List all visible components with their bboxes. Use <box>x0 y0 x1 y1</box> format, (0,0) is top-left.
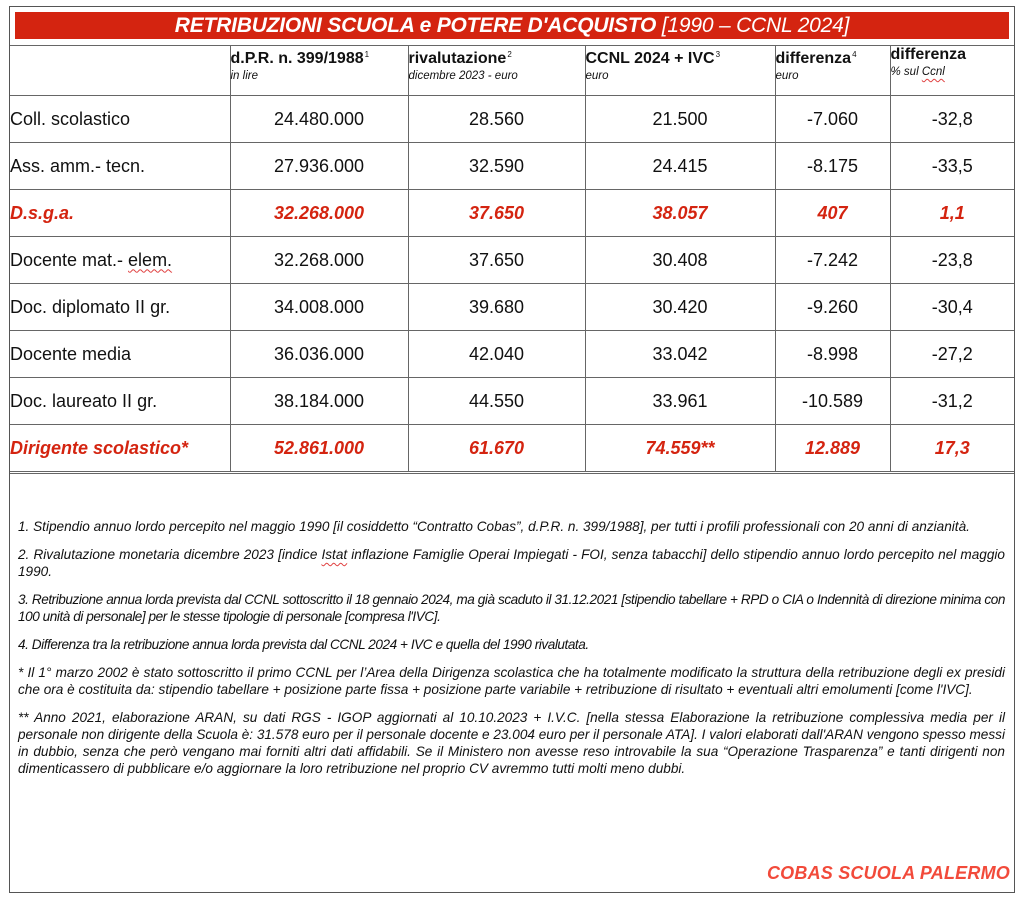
cell-ccnl-2024: 33.042 <box>585 331 775 378</box>
header-rivalutazione: rivalutazione$^2$ dicembre 2023 - euro <box>408 46 585 96</box>
footnote-ref-4: 4 <box>852 50 857 59</box>
row-profile: Ass. amm.- tecn. <box>10 143 230 190</box>
cell-diff-euro: -7.060 <box>775 96 890 143</box>
cell-diff-pct: -33,5 <box>890 143 1014 190</box>
footnote-ref-3: 3 <box>715 50 721 59</box>
cell-diff-pct: -30,4 <box>890 284 1014 331</box>
page-title <box>15 12 1009 39</box>
cell-rivalutazione: 44.550 <box>408 378 585 425</box>
cell-ccnl-2024: 38.057 <box>585 190 775 237</box>
title-period: [1990 – CCNL 2024] <box>661 14 850 37</box>
cell-lire-1990: 32.268.000 <box>230 237 408 284</box>
row-profile: Dirigente scolastico* <box>10 425 230 472</box>
table-row <box>10 96 1014 143</box>
footnote-2: 2. Rivalutazione monetaria dicembre 2023 [indice Istat inflazione Famiglie Operai Impiegati - FOI, senza tabacchi] dello stipendio annuo lordo percepito nel maggio 1990. <box>18 547 1005 579</box>
footnote-3: 3. Retribuzione annua lorda prevista dal CCNL sottoscritto il 18 gennaio 2024, ma già scaduto il 31.12.2021 [stipendio tabellare + RPD o CIA o Indennità di direzione minima con 100 unità di personale] per le stesse tipologie di personale [compresa l'IVC]. <box>18 592 1005 624</box>
footnote-4: 4. Differenza tra la retribuzione annua lorda prevista dal CCNL 2024 + IVC e quella del 1990 rivalutata. <box>18 637 589 652</box>
footnote-ref-1: 1 <box>364 50 370 59</box>
row-profile: Doc. laureato II gr. <box>10 378 230 425</box>
cell-diff-euro: 407 <box>775 190 890 237</box>
cell-ccnl-2024: 30.408 <box>585 237 775 284</box>
cell-rivalutazione: 32.590 <box>408 143 585 190</box>
table-row <box>10 284 1014 331</box>
cell-diff-euro: -10.589 <box>775 378 890 425</box>
cell-diff-euro: -7.242 <box>775 237 890 284</box>
table-row <box>10 378 1014 425</box>
salary-table <box>10 45 1014 472</box>
cell-lire-1990: 38.184.000 <box>230 378 408 425</box>
cell-diff-euro: -8.175 <box>775 143 890 190</box>
footnote-star: * Il 1° marzo 2002 è stato sottoscritto il primo CCNL per l’Area della Dirigenza scolastica che ha totalmente modificato la struttura della retribuzione degli ex presidi che ora è costituita da: stipendio tabellare + posizione parte fissa + posizione parte variabile + retribuzione di risultato + eventuali altri emolumenti [come l'IVC]. <box>18 665 1005 697</box>
footnotes <box>10 473 1014 892</box>
cell-diff-pct: -32,8 <box>890 96 1014 143</box>
footnote-double-star: ** Anno 2021, elaborazione ARAN, su dati RGS - IGOP aggiornati al 10.10.2023 + I.V.C. [nella stessa Elaborazione la retribuzione complessiva media per il personale non dirigente della Scuola è: 31.578 euro per il personale docente e 23.004 euro per il personale ATA]. I valori elaborati dall'ARAN vengono spesso messi in dubbio, senza che però vengano mai forniti altri dati affidabili. Se il Ministero non avesse reso introvabile la sua “Operazione Trasparenza” e tanti dirigenti non dimenticassero di pubblicare e/o aggiornare la loro retribuzione nel proprio CV avremmo tutti molti meno dubbi. <box>18 710 1005 776</box>
cell-rivalutazione: 39.680 <box>408 284 585 331</box>
header-profile <box>10 46 230 96</box>
header-dpr-1988: d.P.R. n. 399/1988$^1$ in lire <box>230 46 408 96</box>
document-sheet <box>9 6 1015 893</box>
cell-lire-1990: 24.480.000 <box>230 96 408 143</box>
cell-ccnl-2024: 74.559** <box>585 425 775 472</box>
row-profile: Docente mat.- elem. <box>10 237 230 284</box>
header-differenza-euro: differenza$^4$ euro <box>775 46 890 96</box>
cell-ccnl-2024: 30.420 <box>585 284 775 331</box>
row-profile: Docente media <box>10 331 230 378</box>
header-ccnl-2024: CCNL $2024 + IVC^3$ euro <box>585 46 775 96</box>
cell-diff-pct: 1,1 <box>890 190 1014 237</box>
cell-rivalutazione: 37.650 <box>408 190 585 237</box>
cell-diff-pct: -31,2 <box>890 378 1014 425</box>
cell-diff-pct: 17,3 <box>890 425 1014 472</box>
title-main: RETRIBUZIONI SCUOLA e POTERE D'ACQUISTO <box>174 14 662 37</box>
cell-lire-1990: 36.036.000 <box>230 331 408 378</box>
signature: COBAS SCUOLA PALERMO <box>766 863 1010 883</box>
footnote-ref-2: 2 <box>507 50 512 59</box>
table-row-highlighted <box>10 425 1014 472</box>
cell-ccnl-2024: 33.961 <box>585 378 775 425</box>
table-row-highlighted <box>10 190 1014 237</box>
cell-lire-1990: 52.861.000 <box>230 425 408 472</box>
cell-diff-euro: -8.998 <box>775 331 890 378</box>
cell-diff-euro: -9.260 <box>775 284 890 331</box>
cell-diff-pct: -27,2 <box>890 331 1014 378</box>
cell-rivalutazione: 42.040 <box>408 331 585 378</box>
header-differenza-pct: differenza % sul Ccnl <box>890 46 1014 96</box>
row-profile: D.s.g.a. <box>10 190 230 237</box>
table-row <box>10 237 1014 284</box>
footnote-1: 1. Stipendio annuo lordo percepito nel maggio 1990 [il cosiddetto “Contratto Cobas”, d.P.R. n. 399/1988], per tutti i profili professionali con 20 anni di anzianità. <box>18 519 970 534</box>
cell-lire-1990: 27.936.000 <box>230 143 408 190</box>
cell-rivalutazione: 37.650 <box>408 237 585 284</box>
cell-ccnl-2024: 24.415 <box>585 143 775 190</box>
cell-rivalutazione: 61.670 <box>408 425 585 472</box>
row-profile: Doc. diplomato II gr. <box>10 284 230 331</box>
table-header-row <box>10 46 1014 96</box>
cell-ccnl-2024: 21.500 <box>585 96 775 143</box>
cell-lire-1990: 34.008.000 <box>230 284 408 331</box>
table-row <box>10 143 1014 190</box>
row-profile: Coll. scolastico <box>10 96 230 143</box>
cell-lire-1990: 32.268.000 <box>230 190 408 237</box>
cell-diff-pct: -23,8 <box>890 237 1014 284</box>
table-row <box>10 331 1014 378</box>
cell-diff-euro: 12.889 <box>775 425 890 472</box>
cell-rivalutazione: 28.560 <box>408 96 585 143</box>
